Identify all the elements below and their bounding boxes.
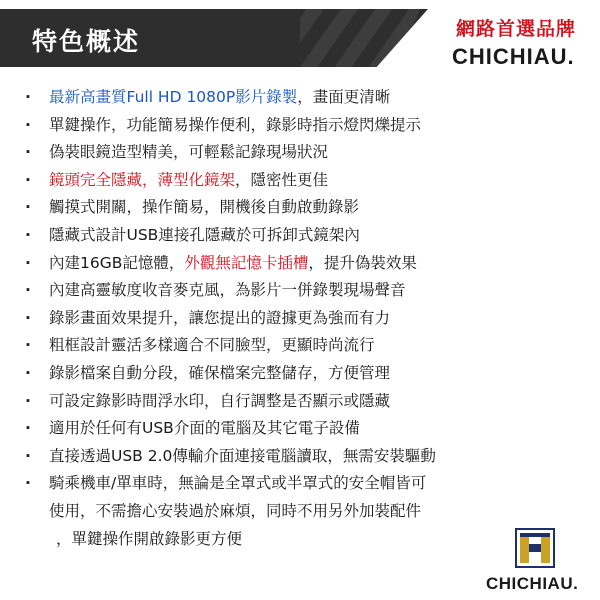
feature-text (49, 112, 421, 140)
feature-text (49, 332, 375, 360)
feature-text-part: 觸摸式開關，操作簡易，開機後自動啟動錄影 (49, 198, 360, 217)
feature-text-part: ，提升偽裝效果 (308, 253, 417, 272)
feature-text (49, 305, 390, 333)
feature-text (49, 388, 390, 416)
feature-item (0, 167, 600, 195)
feature-continuation-text: ，單鍵操作開啟錄影更方便 (56, 529, 243, 548)
feature-text-part: 內建16GB記憶體， (49, 253, 185, 272)
feature-text (49, 415, 360, 443)
feature-text-part: 隱藏式設計USB連接孔隱藏於可拆卸式鏡架內 (49, 225, 360, 244)
title-bar-stripes (300, 9, 420, 67)
feature-item (0, 277, 600, 305)
feature-item (0, 443, 600, 471)
feature-text-part: 最新高畫質Full HD 1080P影片錄製 (49, 88, 298, 106)
bullet-icon: · (25, 363, 31, 382)
feature-text (49, 194, 359, 222)
feature-text (49, 139, 328, 167)
feature-text (49, 250, 417, 278)
feature-item (0, 112, 600, 140)
feature-text-part: ，畫面更清晰 (297, 88, 391, 106)
feature-item (0, 388, 600, 416)
bullet-icon: · (25, 391, 31, 410)
feature-text-part: 粗框設計靈活多樣適合不同臉型，更顯時尚流行 (49, 336, 375, 355)
feature-text (49, 470, 426, 498)
feature-text-part: 單鍵操作，功能簡易操作便利，錄影時指示燈閃爍提示 (49, 115, 422, 134)
page-title: 特色概述 (32, 27, 141, 56)
bullet-icon: · (25, 170, 31, 189)
feature-text-part: 可設定錄影時間浮水印，自行調整是否顯示或隱藏 (49, 391, 391, 410)
feature-text-part: 直接透過USB 2.0傳輸介面連接電腦讀取，無需安裝驅動 (49, 446, 436, 465)
feature-text-part: 鏡頭完全隱藏，薄型化鏡架 (49, 170, 236, 189)
feature-text (49, 84, 390, 112)
bullet-icon: · (25, 419, 31, 438)
bullet-icon: · (25, 253, 31, 272)
bullet-icon: · (25, 115, 31, 134)
feature-text (49, 360, 390, 388)
feature-text-part: 內建高靈敏度收音麥克風，為影片一併錄製現場聲音 (49, 281, 406, 300)
feature-item (0, 222, 600, 250)
feature-text-part: 錄影畫面效果提升，讓您提出的證據更為強而有力 (49, 308, 391, 327)
feature-text-part: 偽裝眼鏡造型精美，可輕鬆記錄現場狀況 (49, 143, 329, 162)
feature-item (0, 415, 600, 443)
bullet-icon: · (25, 143, 31, 162)
feature-item (0, 360, 600, 388)
bullet-icon: · (25, 308, 31, 327)
feature-item (0, 139, 600, 167)
bullet-icon: · (25, 88, 31, 106)
bullet-icon: · (25, 336, 31, 355)
footer-logo-text: CHICHIAU. (486, 574, 579, 593)
feature-continuation (0, 526, 600, 554)
bullet-icon: · (25, 198, 31, 217)
brand-name: CHICHIAU. (452, 44, 575, 69)
feature-text-part: 錄影檔案自動分段，確保檔案完整儲存，方便管理 (49, 363, 391, 382)
feature-text (49, 167, 328, 195)
feature-text-part: ，隱密性更佳 (235, 170, 329, 189)
feature-continuation (0, 498, 600, 526)
feature-item (0, 250, 600, 278)
feature-list (0, 84, 600, 553)
feature-text (49, 222, 360, 250)
feature-item (0, 305, 600, 333)
bullet-icon: · (25, 446, 31, 465)
feature-item (0, 332, 600, 360)
feature-item (0, 84, 600, 112)
header-banner (0, 0, 600, 78)
bullet-icon: · (25, 281, 31, 300)
chichiau-logo-icon (515, 528, 555, 568)
feature-item (0, 194, 600, 222)
feature-text-part: 騎乘機車/單車時，無論是全罩式或半罩式的安全帽皆可 (49, 474, 427, 493)
feature-text-part: 外觀無記憶卡插槽 (184, 253, 309, 272)
feature-continuation-text: 使用，不需擔心安裝過於麻煩，同時不用另外加裝配件 (49, 501, 422, 520)
brand-slogan: 網路首選品牌 (456, 18, 577, 40)
feature-text (49, 443, 436, 471)
bullet-icon: · (25, 225, 31, 244)
feature-text-part: 適用於任何有USB介面的電腦及其它電子設備 (49, 419, 360, 438)
feature-item (0, 470, 600, 498)
feature-text (49, 277, 406, 305)
bullet-icon: · (25, 474, 31, 493)
